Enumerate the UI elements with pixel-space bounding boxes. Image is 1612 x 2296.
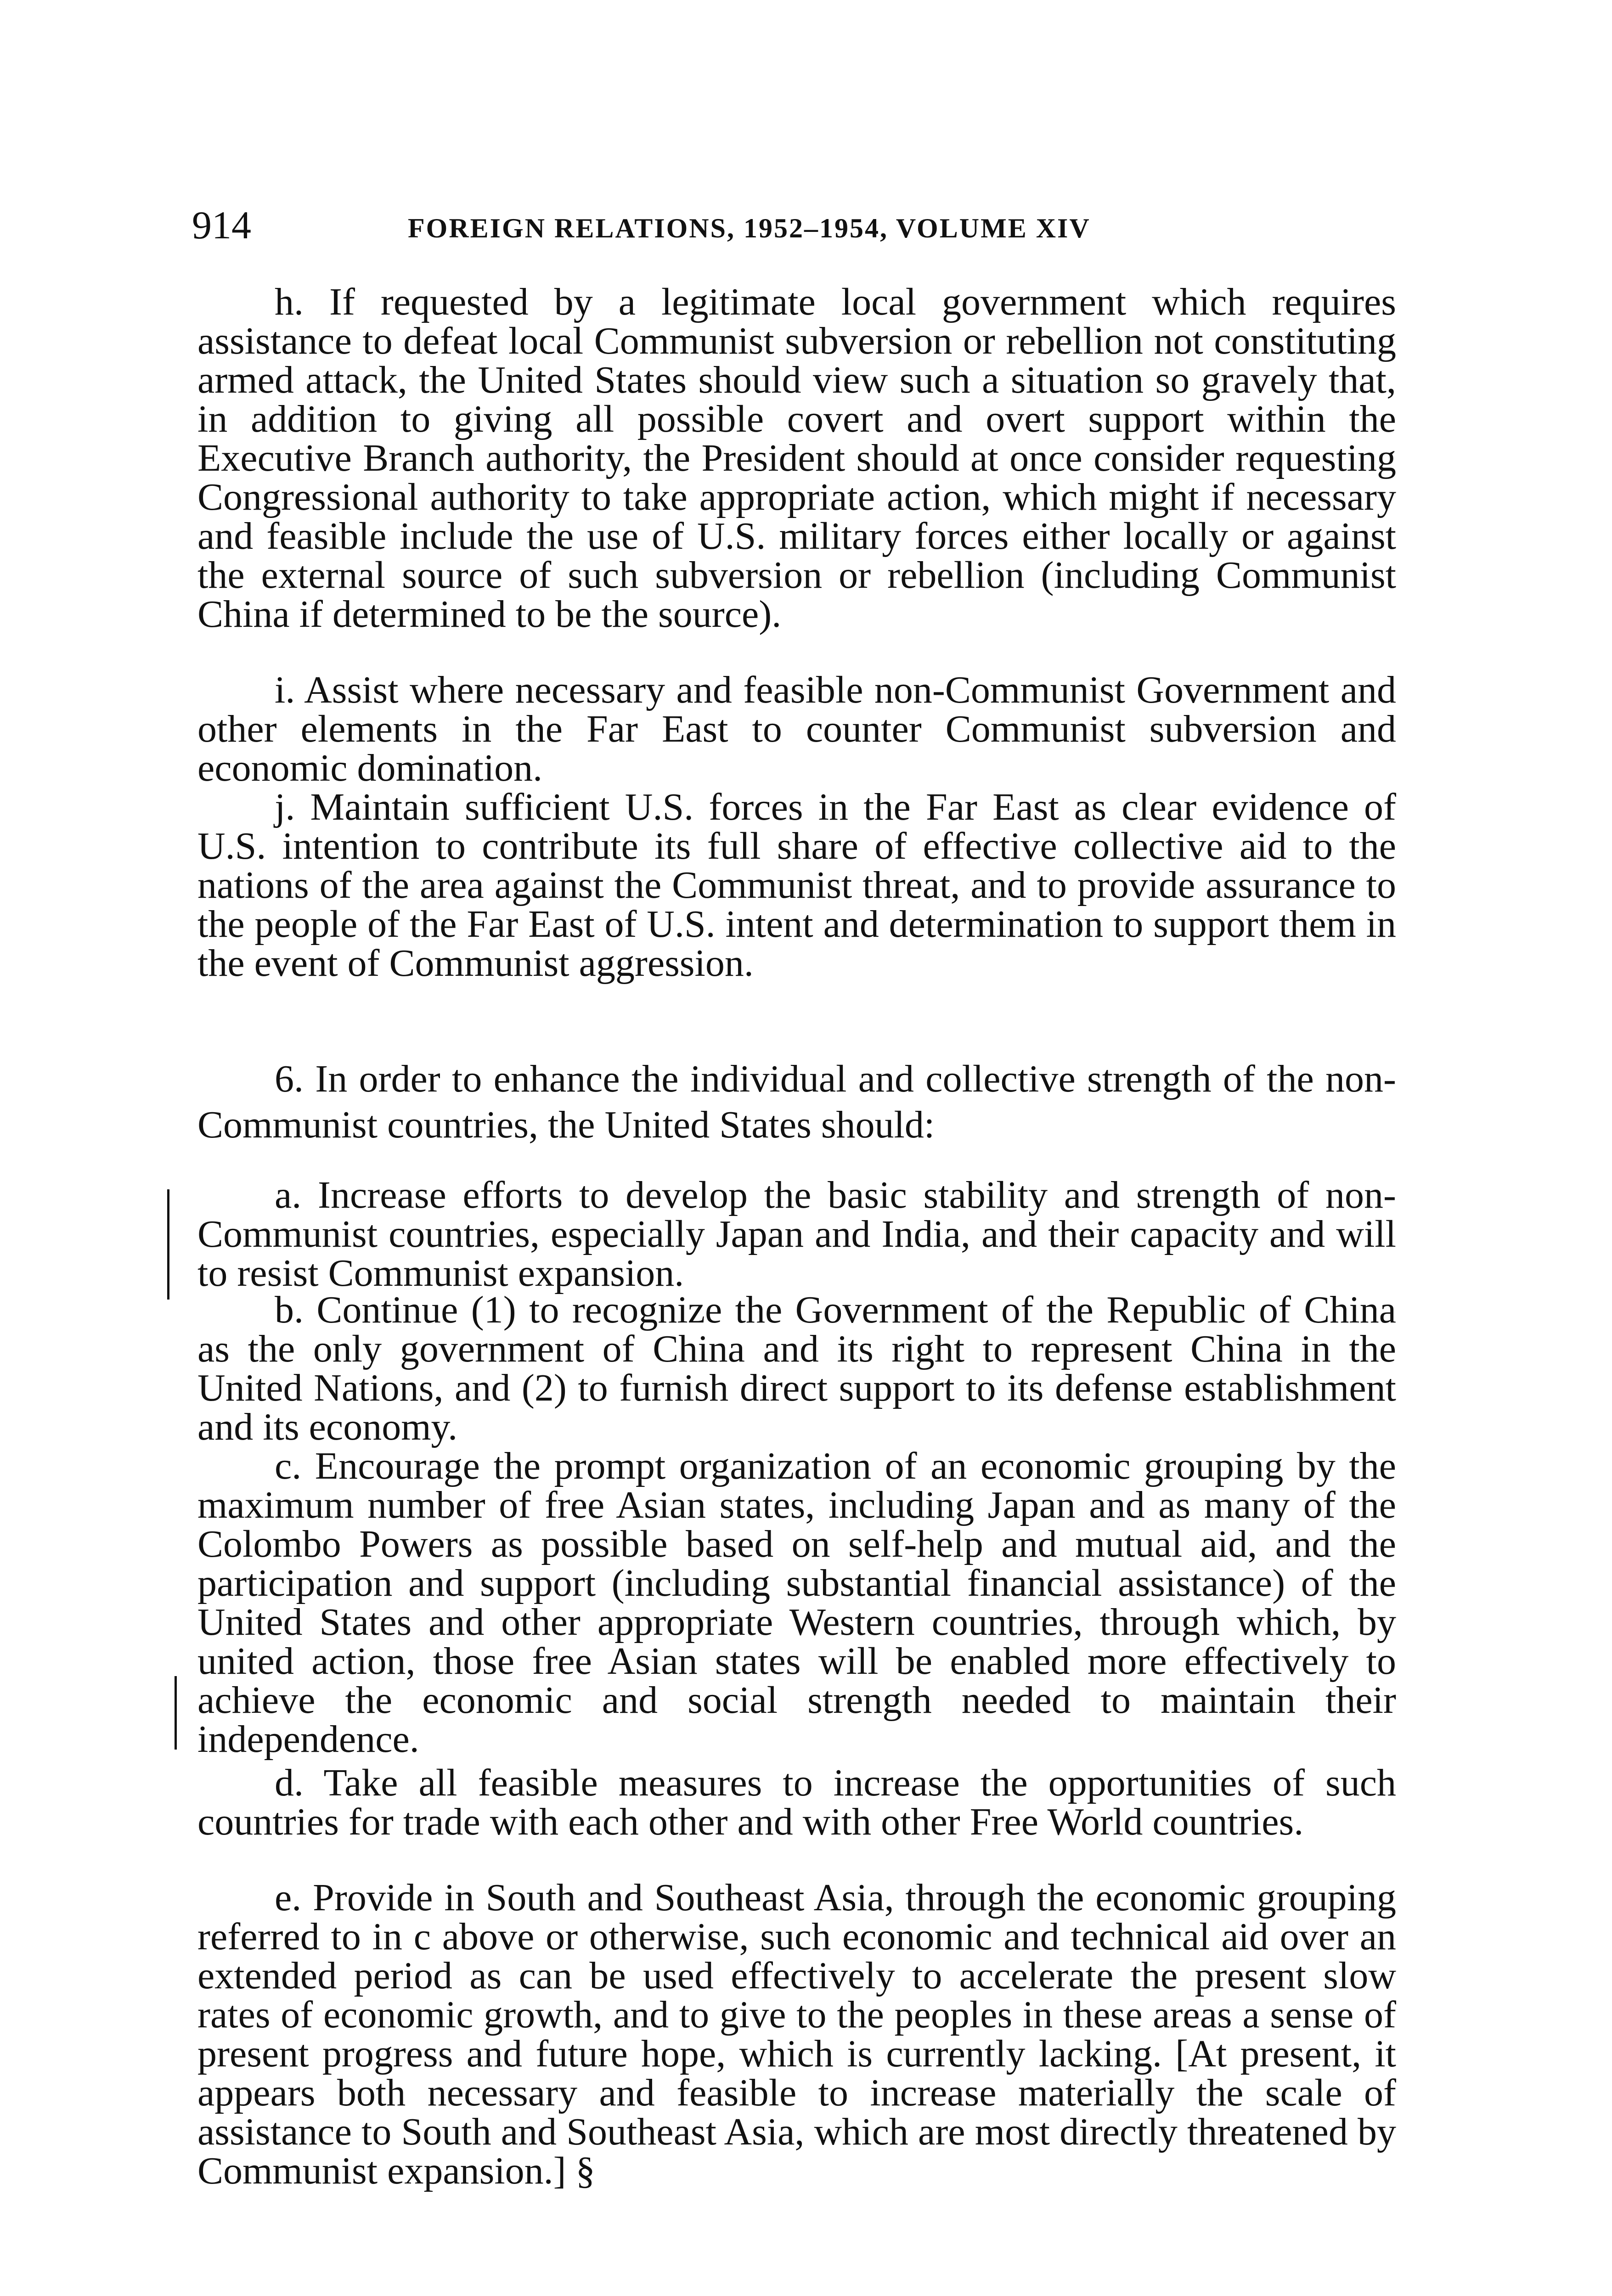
paragraph-e: e. Provide in South and Southeast Asia, through the economic grouping referred to in c above or otherwise, such economic and technical aid over an extended period as can be used effectively to accelerate the present slow rates of economic growth, and to give to the peoples in these areas a sense of present progress and future hope, which is currently lacking. [At present, it appears both necessary and feasible to increase materially the scale of assistance to South and Southeast Asia, which are most directly threatened by Communist expansion.] § (197, 1876, 1396, 2192)
paragraph-b: b. Continue (1) to recognize the Government of the Republic of China as the only government of China and its right to represent China in the United Nations, and (2) to furnish direct support to its defense establishment and its economy. (197, 1289, 1396, 1448)
paragraph-6: 6. In order to enhance the individual and collective strength of the non-Communist countries, the United States should: (197, 1058, 1396, 1146)
change-bar-a (167, 1189, 169, 1300)
paragraph-j: j. Maintain sufficient U.S. forces in the Far East as clear evidence of U.S. intention to contribute its full share of effective collective aid to the nations of the area against the Communist threat, and to provide assurance to the people of the Far East of U.S. intent and determination to support them in the event of Communist aggression. (197, 786, 1396, 985)
paragraph-i: i. Assist where necessary and feasible non-Communist Government and other elements in the Far East to counter Communist subversion and economic domination. (197, 669, 1396, 789)
page-header (192, 202, 1441, 253)
paragraph-c: c. Encourage the prompt organization of an economic grouping by the maximum number of free Asian states, including Japan and as many of the Colombo Powers as possible based on self-help and mutual aid, and the participation and support (including substantial financial assistance) of the United States and other appropriate Western countries, through which, by united action, those free Asian states will be enabled more effectively to achieve the economic and social strength needed to maintain their independence. (197, 1445, 1396, 1761)
running-head: FOREIGN RELATIONS, 1952–1954, VOLUME XIV (408, 213, 1091, 243)
paragraph-a: a. Increase efforts to develop the basic stability and strength of non-Communist countries, especially Japan and India, and their capacity and will to resist Communist expansion. (197, 1174, 1396, 1294)
paragraph-h: h. If requested by a legitimate local government which requires assistance to defeat local Communist subversion or rebellion not constituting armed attack, the United States should view such a situation so gravely that, in addition to giving all possible covert and overt support within the Executive Branch authority, the President should at once consider requesting Congressional authority to take appropriate action, which might if necessary and feasible include the use of U.S. military forces either locally or against the external source of such subversion or rebellion (including Communist China if determined to be the source). (197, 281, 1396, 636)
paragraph-d: d. Take all feasible measures to increase the opportunities of such countries for trade with each other and with other Free World countries. (197, 1761, 1396, 1843)
change-bar-c (175, 1676, 177, 1750)
page-number: 914 (192, 203, 251, 247)
